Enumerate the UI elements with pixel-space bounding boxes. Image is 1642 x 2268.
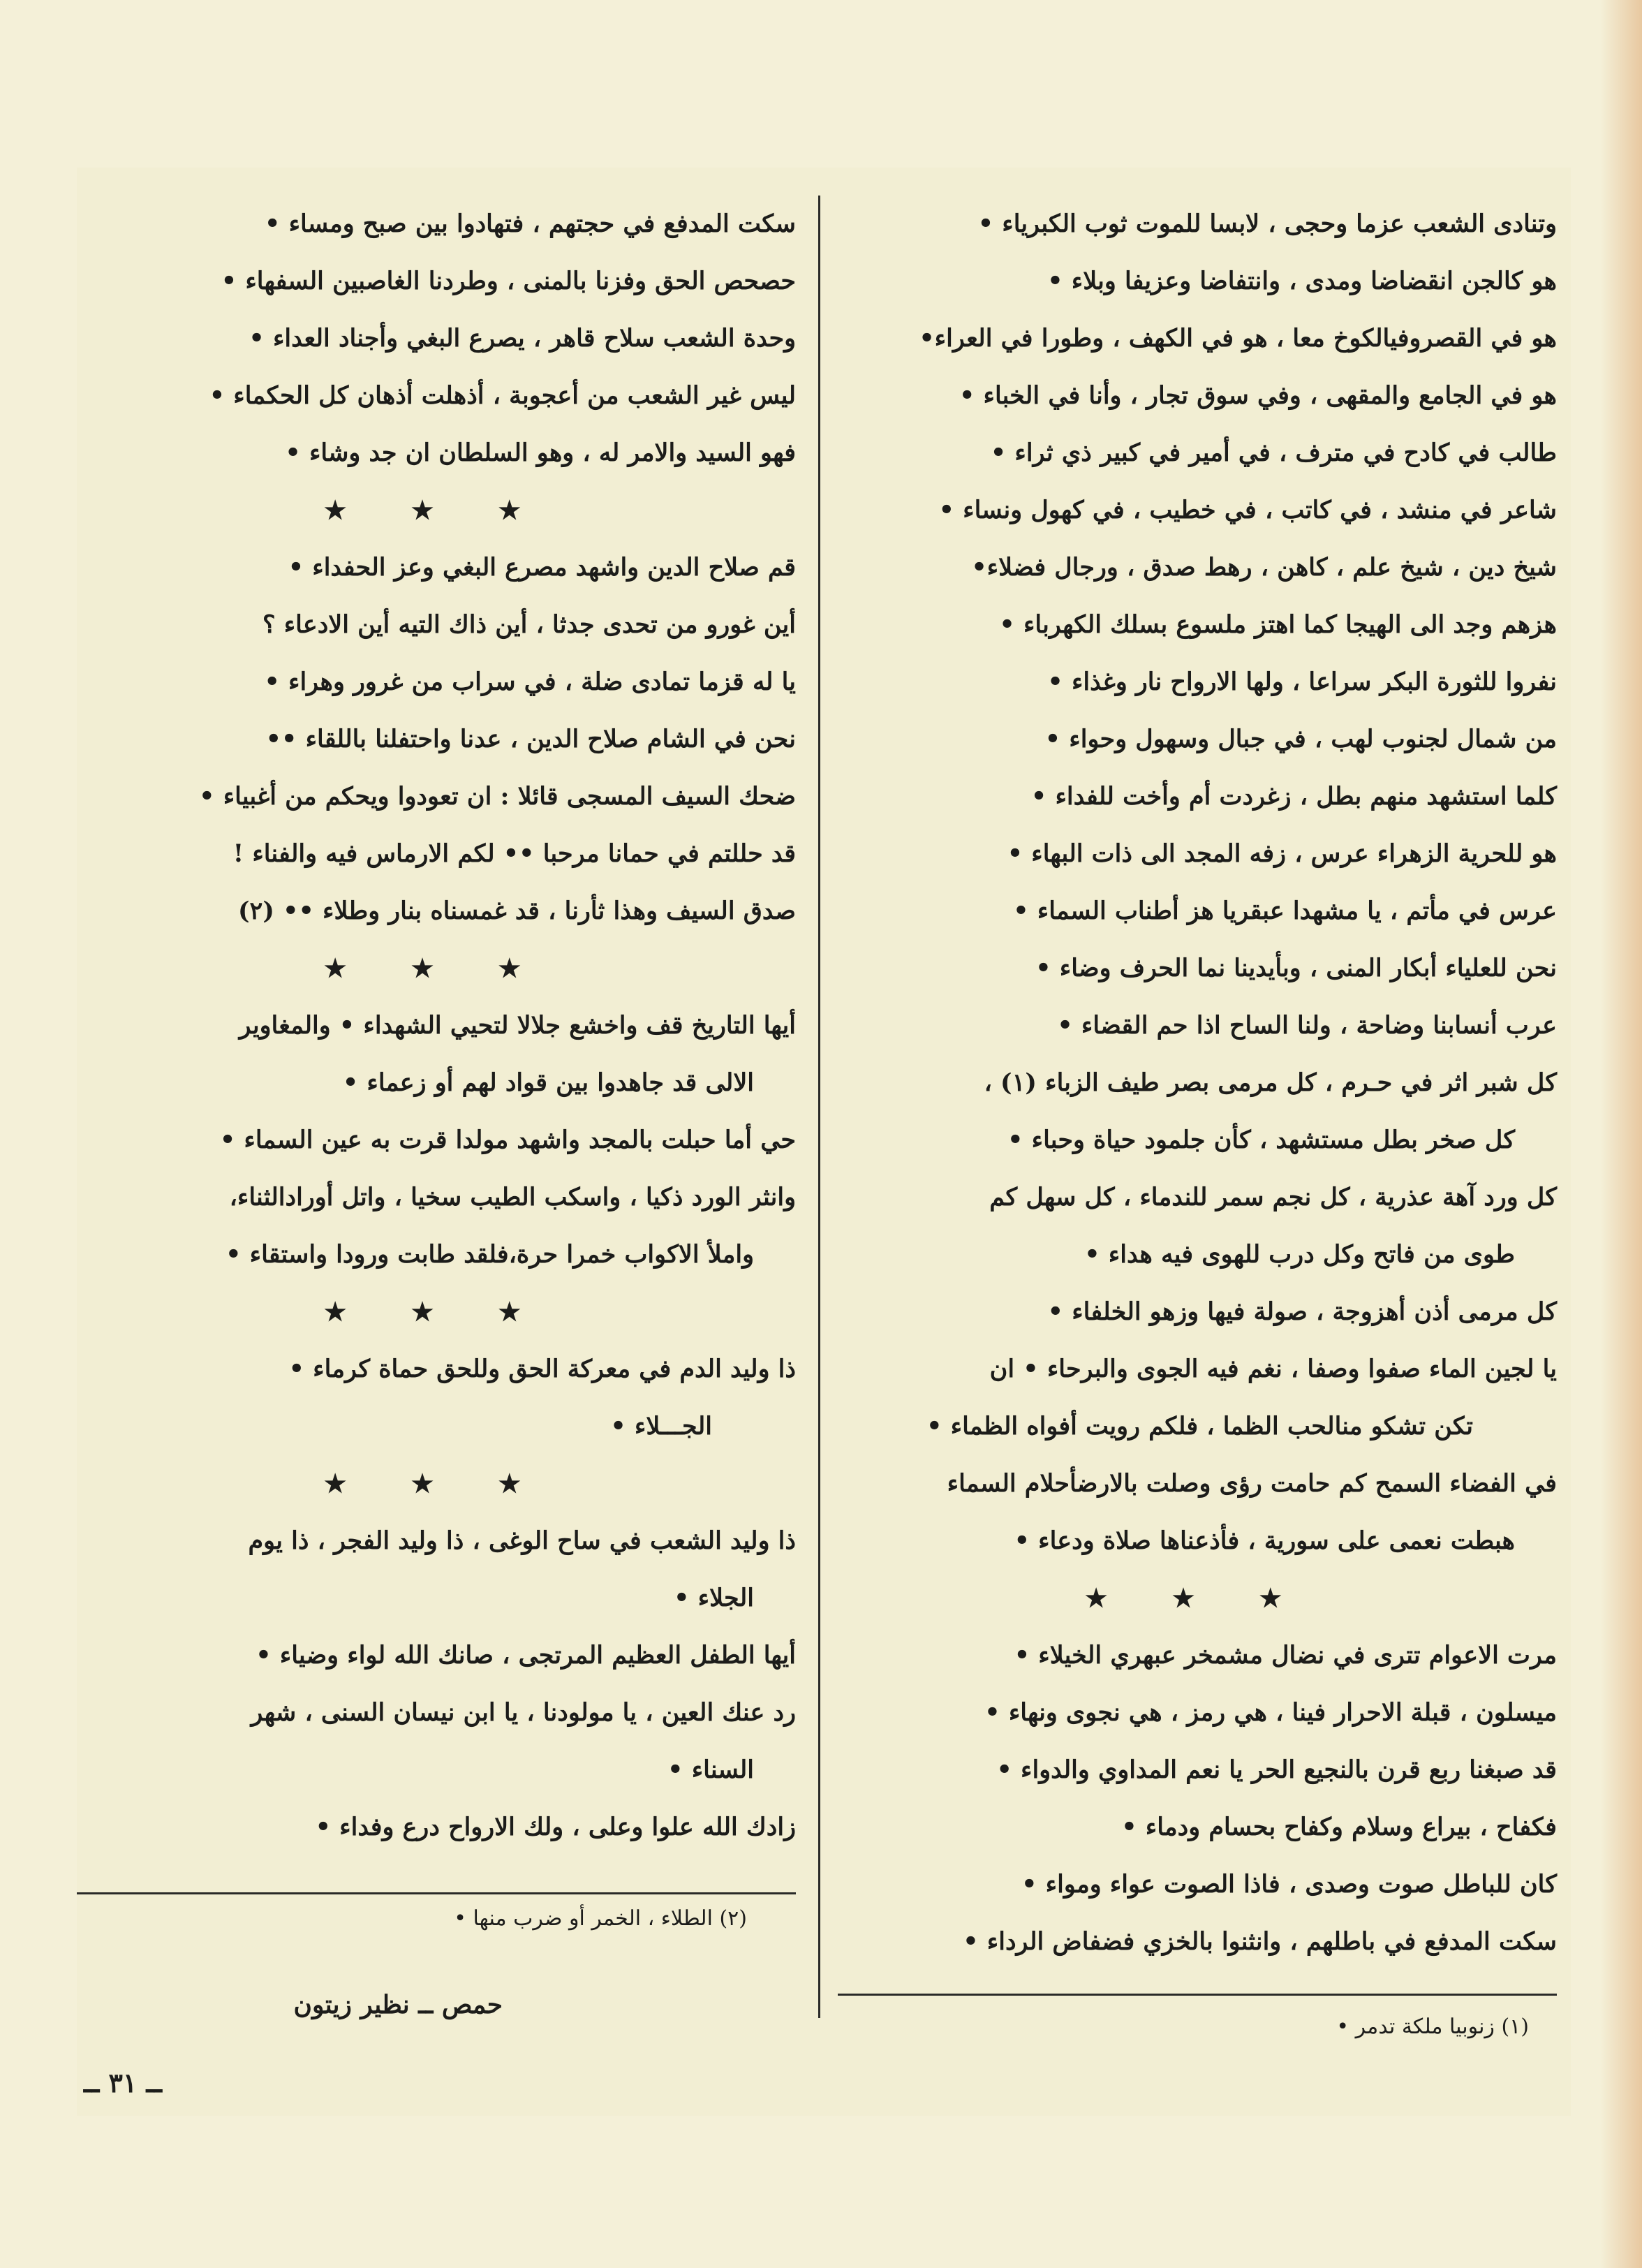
poem-line: طالب في كادح في مترف ، في أمير في كبير ذي ثراء • <box>990 439 1557 467</box>
poem-line: في الفضاء السمح كم حامت رؤى وصلت بالارضأحلام السماء <box>947 1469 1557 1498</box>
page-edge-stain <box>1600 0 1642 2268</box>
magazine-page <box>77 168 1571 2116</box>
poem-line: عرس في مأتم ، يا مشهدا عبقريا هز أطناب السماء • <box>1013 897 1557 925</box>
poem-line: تكن تشكو منالحب الظما ، فلكم رويت أفواه الظماء • <box>926 1412 1473 1441</box>
poem-line: الجلاء • <box>674 1584 754 1612</box>
section-stars: ★ ★ ★ <box>324 954 549 983</box>
poem-line: فكفاح ، بيراع وسلام وكفاح بحسام ودماء • <box>1121 1813 1557 1841</box>
poem-line: هو في القصروفيالكوخ معا ، هو في الكهف ، وطورا في العراء• <box>919 324 1557 353</box>
poem-line: الجـــلاء • <box>610 1412 712 1441</box>
poem-line: زادك الله علوا وعلى ، ولك الارواح درع وفداء • <box>315 1813 796 1841</box>
section-stars: ★ ★ ★ <box>324 496 549 525</box>
footnote-rule-left <box>77 1892 796 1894</box>
poem-line: حصحص الحق وفزنا بالمنى ، وطردنا الغاصبين السفهاء • <box>221 267 796 295</box>
poem-line: نحن في الشام صلاح الدين ، عدنا واحتفلنا باللقاء •• <box>265 725 796 753</box>
poem-line: ليس غير الشعب من أعجوبة ، أذهلت أذهان كل الحكماء • <box>209 381 796 410</box>
poem-line: الالى قد جاهدوا بين قواد لهم أو زعماء • <box>342 1068 754 1097</box>
footnote-right: (١) زنوبيا ملكة تدمر • <box>1336 2015 1529 2039</box>
footnote-left: (٢) الطلاء ، الخمر أو ضرب منها • <box>454 1906 747 1931</box>
poem-line: صدق السيف وهذا ثأرنا ، قد غمسناه بنار وطلاء •• (٢) <box>237 897 796 925</box>
poem-line: طوى من فاتح وكل درب للهوى فيه هداء • <box>1084 1240 1515 1269</box>
poem-line: كل شبر اثر في حـرم ، كل مرمى بصر طيف الزباء (١) ، <box>984 1068 1557 1097</box>
footnote-rule-right <box>838 1994 1557 1996</box>
poem-line: هو كالجن انقضاضا ومدى ، وانتفاضا وعزيفا وبلاء • <box>1047 267 1557 295</box>
poem-line: من شمال لجنوب لهب ، في جبال وسهول وحواء • <box>1044 725 1557 753</box>
poem-line: هو في الجامع والمقهى ، وفي سوق تجار ، وأنا في الخباء • <box>959 381 1557 410</box>
poem-line: قد صبغنا ربع قرن بالنجيع الحر يا نعم المداوي والدواء • <box>996 1755 1557 1784</box>
poem-line: سكت المدفع في باطلهم ، وانثنوا بالخزي فضفاض الرداء • <box>963 1927 1557 1956</box>
poem-line: عرب أنسابنا وضاحة ، ولنا الساح اذا حم القضاء • <box>1057 1011 1557 1040</box>
poem-line: يا لجين الماء صفوا وصفا ، نغم فيه الجوى والبرحاء • ان <box>989 1355 1557 1383</box>
poem-line: أين غورو من تحدى جدثا ، أين ذاك التيه أين الادعاء ؟ <box>262 610 796 639</box>
poem-line: قد حللتم في حمانا مرحبا •• لكم الارماس فيه والفناء ! <box>232 839 796 868</box>
poem-line: كل مرمى أذن أهزوجة ، صولة فيها وزهو الخلفاء • <box>1047 1297 1557 1326</box>
poem-line: وحدة الشعب سلاح قاهر ، يصرع البغي وأجناد العداء • <box>249 324 796 353</box>
poem-line: أيها الطفل العظيم المرتجى ، صانك الله لواء وضياء • <box>256 1641 796 1670</box>
poem-line: السناء • <box>667 1755 754 1784</box>
poem-line: كل ورد آهة عذرية ، كل نجم سمر للندماء ، كل سهل كم <box>989 1183 1557 1212</box>
poem-line: وانثر الورد ذكيا ، واسكب الطيب سخيا ، واتل أورادالثناء، <box>229 1183 796 1212</box>
column-divider <box>818 196 820 2018</box>
poem-line: واملأ الاكواب خمرا حرة،فلقد طابت ورودا واستقاء • <box>225 1240 754 1269</box>
poem-line: نحن للعلياء أبكار المنى ، وبأيدينا نما الحرف وضاء • <box>1035 954 1557 982</box>
poem-line: ميسلون ، قبلة الاحرار فينا ، هي رمز ، هي نجوى ونهاء • <box>984 1698 1557 1727</box>
right-column <box>838 196 1557 1971</box>
poem-line: سكت المدفع في حجتهم ، فتهادوا بين صبح ومساء • <box>265 209 796 238</box>
section-stars: ★ ★ ★ <box>1085 1584 1310 1613</box>
poem-line: رد عنك العين ، يا مولودنا ، يا ابن نيسان السنى ، شهر <box>251 1698 796 1727</box>
page-number: ــ ٣١ ــ <box>84 2067 162 2098</box>
poem-line: مرت الاعوام تترى في نضال مشمخر عبهري الخيلاء • <box>1014 1641 1557 1670</box>
section-stars: ★ ★ ★ <box>324 1297 549 1327</box>
author-signature: حمص ــ نظير زيتون <box>293 1990 503 2019</box>
poem-line: حي أما حبلت بالمجد واشهد مولدا قرت به عين السماء • <box>219 1126 796 1154</box>
section-stars: ★ ★ ★ <box>324 1469 549 1498</box>
poem-line: هزهم وجد الى الهيجا كما اهتز ملسوع بسلك الكهرباء • <box>999 610 1557 639</box>
poem-line: نفروا للثورة البكر سراعا ، ولها الارواح نار وغذاء • <box>1047 668 1557 696</box>
poem-line: أيها التاريخ قف واخشع جلالا لتحيي الشهداء • والمغاوير <box>239 1011 796 1040</box>
poem-line: ذا وليد الدم في معركة الحق وللحق حماة كرماء • <box>288 1355 796 1383</box>
left-column <box>77 196 796 1856</box>
poem-line: كان للباطل صوت وصدى ، فاذا الصوت عواء ومواء • <box>1021 1870 1557 1899</box>
poem-line: وتنادى الشعب عزما وحجى ، لابسا للموت ثوب الكبرياء • <box>977 209 1557 238</box>
poem-line: يا له قزما تمادى ضلة ، في سراب من غرور وهراء • <box>264 668 796 696</box>
poem-line: شيخ دين ، شيخ علم ، كاهن ، رهط صدق ، ورجال فضلاء• <box>971 553 1557 582</box>
poem-line: هبطت نعمى على سورية ، فأذعناها صلاة ودعاء • <box>1014 1526 1515 1555</box>
poem-line: فهو السيد والامر له ، وهو السلطان ان جد وشاء • <box>285 439 796 467</box>
poem-line: ذا وليد الشعب في ساح الوغى ، ذا وليد الفجر ، ذا يوم <box>248 1526 796 1555</box>
poem-line: كل صخر بطل مستشهد ، كأن جلمود حياة وحباء • <box>1007 1126 1515 1154</box>
poem-line: قم صلاح الدين واشهد مصرع البغي وعز الحفداء • <box>288 553 796 582</box>
poem-line: هو للحرية الزهراء عرس ، زفه المجد الى ذات البهاء • <box>1007 839 1557 868</box>
poem-line: ضحك السيف المسجى قائلا : ان تعودوا ويحكم من أغبياء • <box>199 782 796 811</box>
poem-line: كلما استشهد منهم بطل ، زغردت أم وأخت للفداء • <box>1030 782 1557 811</box>
poem-line: شاعر في منشد ، في كاتب ، في خطيب ، في كهول ونساء • <box>938 496 1557 524</box>
